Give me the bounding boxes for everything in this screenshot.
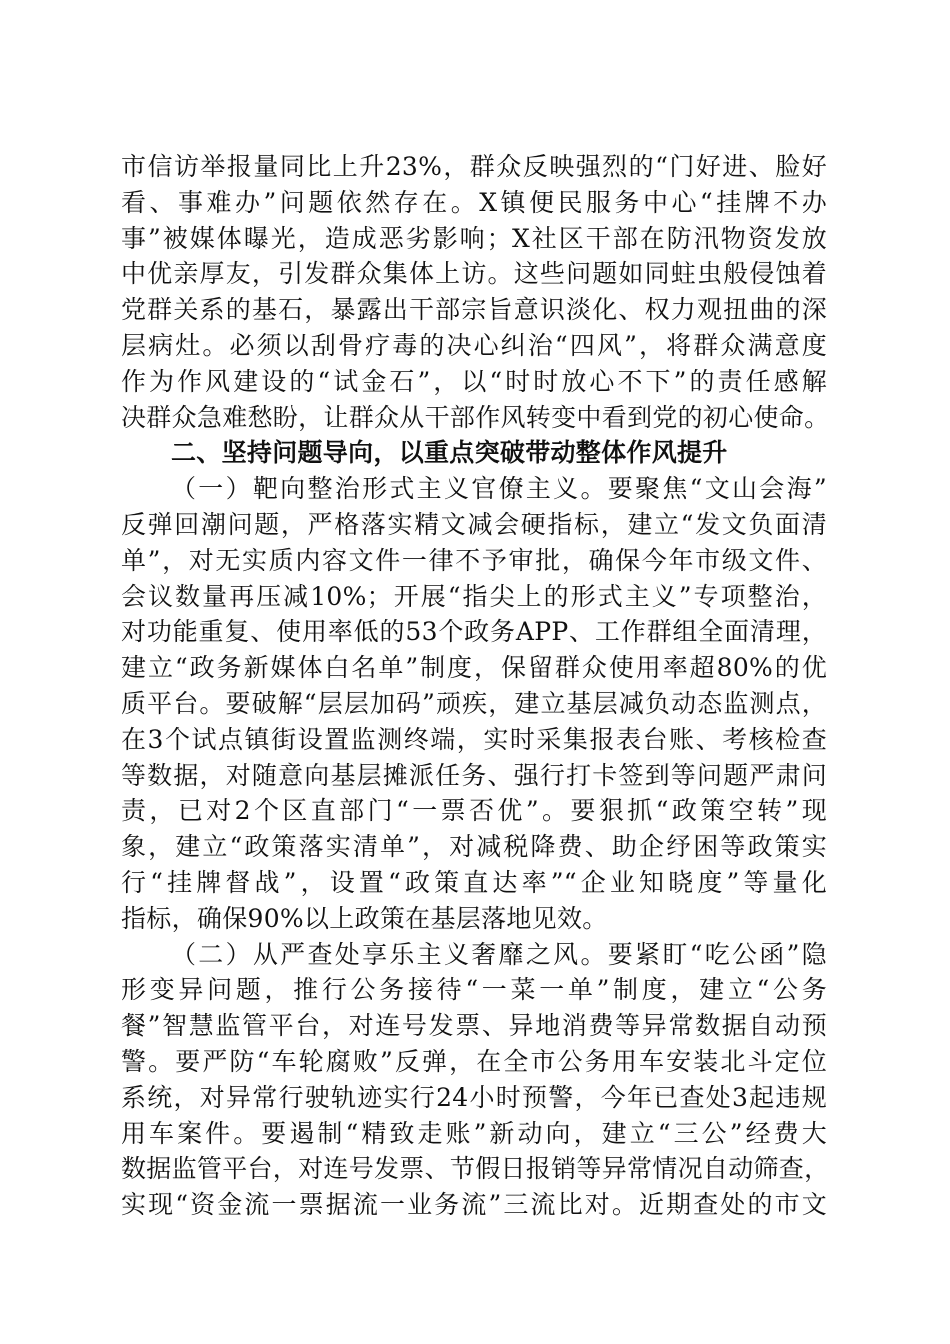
text-line: 餐”智慧监管平台，对连号发票、异地消费等异常数据自动预 <box>121 1011 827 1041</box>
section-heading: 二、坚持问题导向，以重点突破带动整体作风提升 <box>171 438 728 468</box>
text-line: 会议数量再压减10%；开展“指尖上的形式主义”专项整治， <box>121 581 827 611</box>
text-line: （一）靶向整治形式主义官僚主义。要聚焦“文山会海” <box>171 474 827 504</box>
text-line: 质平台。要破解“层层加码”顽疾，建立基层减负动态监测点， <box>121 688 827 718</box>
text-line: 事”被媒体曝光，造成恶劣影响；X社区干部在防汛物资发放 <box>121 223 827 253</box>
text-line: 对功能重复、使用率低的53个政务APP、工作群组全面清理， <box>121 617 827 647</box>
paragraph-1 <box>121 149 830 435</box>
text-line: 象，建立“政策落实清单”，对减税降费、助企纾困等政策实 <box>121 832 827 862</box>
text-line: 行“挂牌督战”，设置“政策直达率”“企业知晓度”等量化 <box>121 867 827 897</box>
text-line: 指标，确保90%以上政策在基层落地见效。 <box>121 903 608 933</box>
text-line: 作为作风建设的“试金石”，以“时时放心不下”的责任感解 <box>121 366 827 396</box>
text-line: 数据监管平台，对连号发票、节假日报销等异常情况自动筛查， <box>121 1154 830 1184</box>
document-body <box>121 149 830 1223</box>
paragraph-2 <box>121 471 827 936</box>
paragraph-3 <box>121 937 830 1223</box>
text-line: 在3个试点镇街设置监测终端，实时采集报表台账、考核检查 <box>121 724 827 754</box>
text-line: 实现“资金流一票据流一业务流”三流比对。近期查处的市文 <box>121 1190 827 1220</box>
text-line: 单”，对无实质内容文件一律不予审批，确保今年市级文件、 <box>121 545 827 575</box>
text-line: 层病灶。必须以刮骨疗毒的决心纠治“四风”，将群众满意度 <box>121 330 827 360</box>
text-line: （二）从严查处享乐主义奢靡之风。要紧盯“吃公函”隐 <box>171 939 827 969</box>
text-line: 看、事难办”问题依然存在。X镇便民服务中心“挂牌不办 <box>121 187 827 217</box>
text-line: 警。要严防“车轮腐败”反弹，在全市公务用车安装北斗定位 <box>121 1046 827 1076</box>
text-line: 中优亲厚友，引发群众集体上访。这些问题如同蛀虫般侵蚀着 <box>121 259 827 289</box>
text-line: 建立“政务新媒体白名单”制度，保留群众使用率超80%的优 <box>121 653 827 683</box>
text-line: 等数据，对随意向基层摊派任务、强行打卡签到等问题严肃问 <box>121 760 827 790</box>
text-line: 党群关系的基石，暴露出干部宗旨意识淡化、权力观扭曲的深 <box>121 295 827 325</box>
text-line: 形变异问题，推行公务接待“一菜一单”制度，建立“公务 <box>121 975 827 1005</box>
text-line: 反弹回潮问题，严格落实精文减会硬指标，建立“发文负面清 <box>121 509 827 539</box>
text-line: 用车案件。要遏制“精致走账”新动向，建立“三公”经费大 <box>121 1118 827 1148</box>
text-line: 责，已对2个区直部门“一票否优”。要狠抓“政策空转”现 <box>121 796 827 826</box>
text-line: 市信访举报量同比上升23%，群众反映强烈的“门好进、脸好 <box>121 152 827 181</box>
text-line: 决群众急难愁盼，让群众从干部作风转变中看到党的初心使命。 <box>121 402 830 432</box>
text-line: 系统，对异常行驶轨迹实行24小时预警，今年已查处3起违规 <box>121 1082 827 1112</box>
